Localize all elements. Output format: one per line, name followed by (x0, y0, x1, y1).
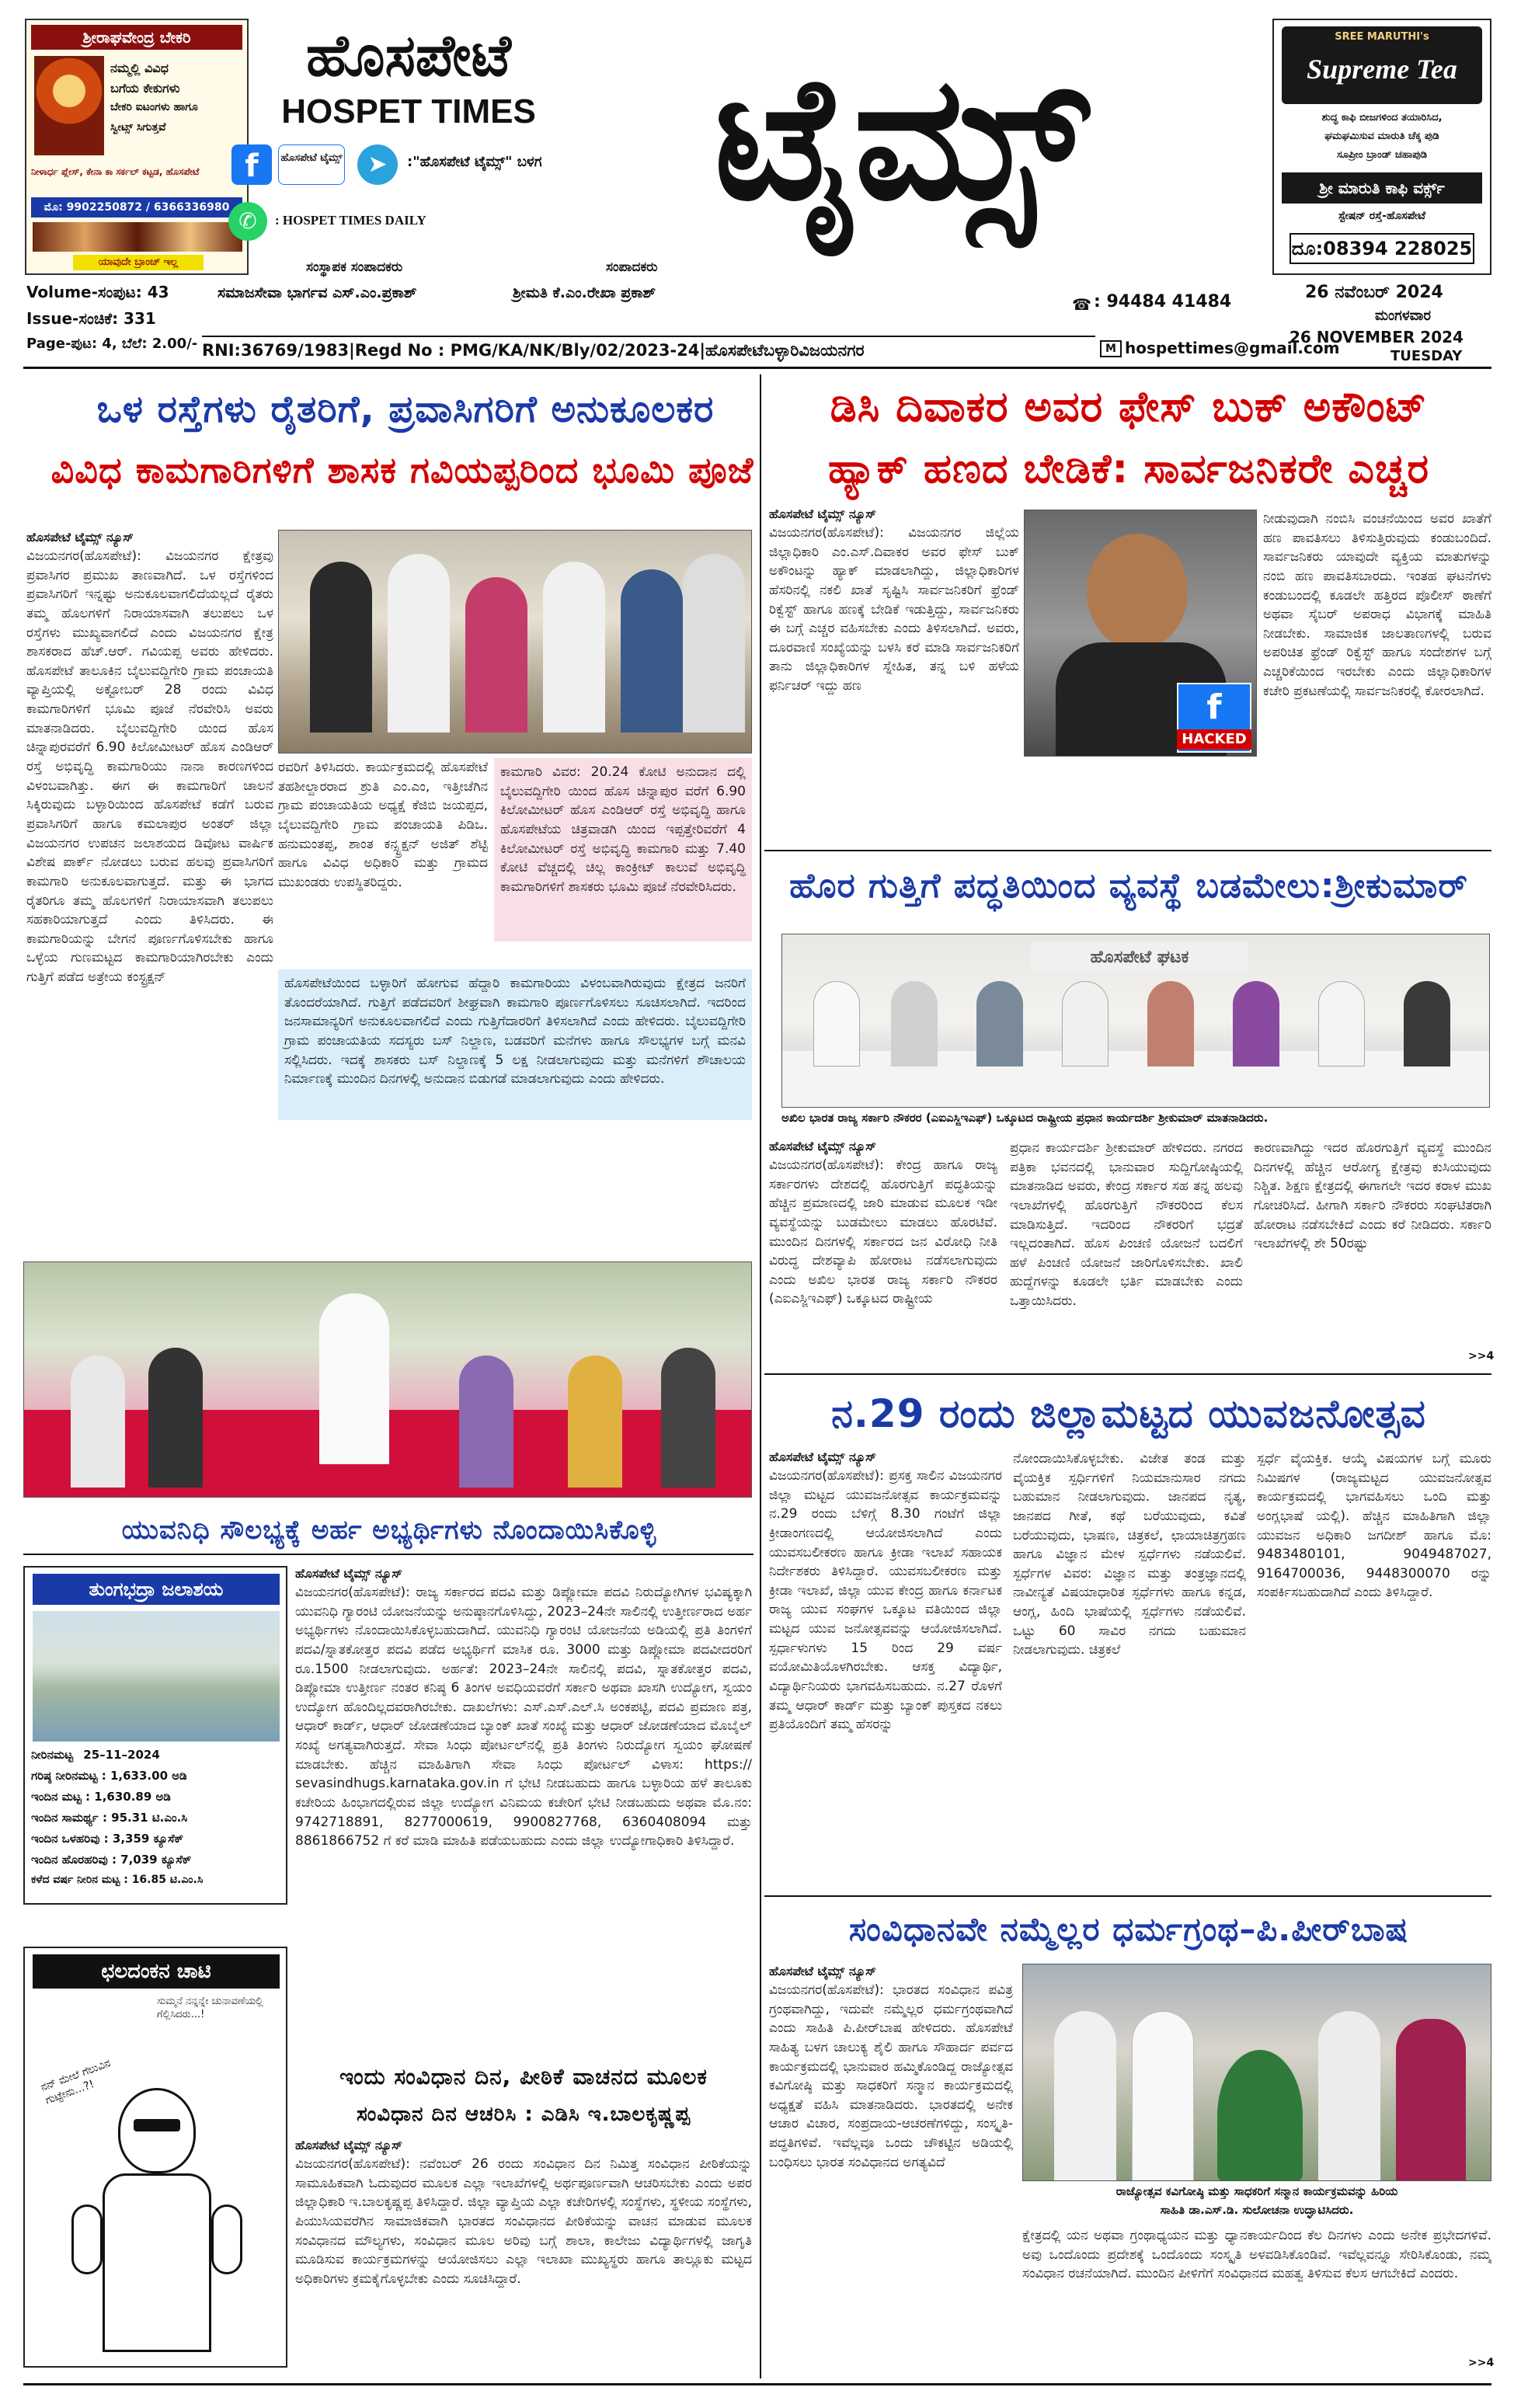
pages: Page-ಪುಟ: 4, ಬೆಲೆ: 2.00/- (26, 336, 198, 352)
story-2-body-col-1: ವಿಜಯನಗರ(ಹೊಸಪೇಟೆ): ವಿಜಯನಗರ ಜಿಲ್ಲೆಯ ಜಿಲ್ಲಾಧಿಕಾರಿ ಎಂ.ಎಸ್.ದಿವಾಕರ ಅವರ ಫೇಸ್ ಬುಕ್ ಅಕೌಂಟನ್ನು ಹ್ಯಾಕ್ ಮಾಡಲಾಗಿದ್ದು, ಜಿಲ್ಲಾಧಿಕಾರಿಗಳ ಹೆಸರಿನಲ್ಲಿ ನಕಲಿ ಖಾತೆ ಸೃಷ್ಟಿಸಿ ಸಾರ್ವಜನಿಕರಿಗೆ ಫ್ರೆಂಡ್ ರಿಕ್ವೆಸ್ಟ್ ಹಾಗೂ ಹಣಕ್ಕೆ ಬೇಡಿಕೆ ಇಡುತ್ತಿದ್ದು, ಸಾರ್ವಜನಿಕರು ಈ ಬಗ್ಗೆ ಎಚ್ಚರ ವಹಿಸಬೇಕು ಎಂದು ತಿಳಿಸಲಾಗಿದೆ. ಅವರು, ದೂರವಾಣಿ ಸಂಖ್ಯೆಯನ್ನು ಬಳಸಿ ಕರೆ ಮಾಡಿ ಸಾರ್ವಜನಿಕರಿಗೆ ತಾನು ಜಿಲ್ಲಾಧಿಕಾರಿಗಳ ಸ್ನೇಹಿತ, ತನ್ನ ಬಳಿ ಹಳೆಯ ಫರ್ನಿಚರ್ ಇದ್ದು ಹಣ (769, 525, 1019, 694)
editor-label: ಸಂಪಾದಕರು (606, 259, 658, 275)
dam-title: ತುಂಗಭದ್ರಾ ಜಲಾಶಯ (33, 1574, 280, 1605)
dam-row-unit: ಕ್ಯೂಸೆಕ್ (161, 1853, 192, 1867)
masthead-title-kannada-big: ಟೈಮ್ಸ್ (714, 39, 1091, 238)
dam-row (31, 1832, 283, 1852)
facebook-icon[interactable]: f (231, 144, 272, 185)
story-7-headline-2: ಸಂವಿಧಾನ ದಿನ ಆಚರಿಸಿ : ಎಡಿಸಿ ಇ.ಬಾಲಕೃಷ್ಣಪ್ಪ (356, 2103, 691, 2126)
story-5-rule (764, 1895, 1491, 1897)
dam-row-unit: ಅಡಿ (155, 1790, 171, 1804)
dam-row-label: ಇಂದಿನ ಸಾಮರ್ಥ್ಯ (31, 1811, 99, 1825)
date-kannada: 26 ನವೆಂಬರ್ 2024 (1305, 283, 1443, 302)
dam-row (31, 1811, 283, 1831)
email-icon: M (1100, 340, 1122, 357)
dam-row-value: : 95.31 (102, 1811, 148, 1825)
masthead-divider (23, 367, 1491, 369)
story-5-body-col-1: ವಿಜಯನಗರ(ಹೊಸಪೇಟೆ): ಭಾರತದ ಸಂವಿಧಾನ ಪವಿತ್ರ ಗ್ರಂಥವಾಗಿದ್ದು, ಇದುವೇ ನಮ್ಮೆಲ್ಲರ ಧರ್ಮಗ್ರಂಥವಾಗಿದೆ ಎಂದು ಸಾಹಿತಿ ಪಿ.ಪೀರ್‌ಬಾಷ ಹೇಳಿದರು. ಹೊಸಪೇಟೆ ಸಾಹಿತ್ಯ ಬಳಗ ಚಾಲುಕ್ಯ ಶೈಲಿ ಹಾಗೂ ಸೌಹಾರ್ದ ಪರ್ವದ ಕಾರ್ಯಕ್ರಮದಲ್ಲಿ ಭಾನುವಾರ ಹಮ್ಮಿಕೊಂಡಿದ್ದ ರಾಜ್ಯೋತ್ಸವ ಕವಿಗೋಷ್ಠಿ ಮತ್ತು ಸಾಧಕರಿಗೆ ಸನ್ಮಾನ ಕಾರ್ಯಕ್ರಮದಲ್ಲಿ ಅಧ್ಯಕ್ಷತೆ ವಹಿಸಿ ಮಾತನಾಡಿದರು. ಭಾರತದಲ್ಲಿ ಅನೇಕ ಆಚಾರ ವಿಚಾರ, ಸಂಪ್ರದಾಯ-ಆಚರಣೆಗಳಿದ್ದು, ಸಂಸ್ಕೃತಿ-ಪದ್ಧತಿಗಳಿವೆ. ಇವೆಲ್ಲವೂ ಒಂದು ಚೌಕಟ್ಟಿನ ಅಡಿಯಲ್ಲಿ ಬಂಧಿಸಲು ಭಾರತ ಸಂವಿಧಾನದ ಅಗತ್ಯವಿದೆ (769, 1982, 1013, 2170)
bakery-ad (25, 19, 249, 275)
whatsapp-icon[interactable]: ✆ (228, 202, 267, 241)
tea-ad-address: ಸ್ಟೇಷನ್ ರಸ್ತೆ-ಹೊಸಪೇಟೆ (1338, 210, 1426, 222)
story-4-body-col-1: ವಿಜಯನಗರ(ಹೊಸಪೇಟೆ): ಪ್ರಸಕ್ತ ಸಾಲಿನ ವಿಜಯನಗರ ಜಿಲ್ಲಾ ಮಟ್ಟದ ಯುವಜನೋತ್ಸವ ಕಾರ್ಯಕ್ರಮವನ್ನು ನ.29 ರಂದು ಬೆಳಿಗ್ಗೆ 8.30 ಗಂಟೆಗೆ ಜಿಲ್ಲಾ ಕ್ರೀಡಾಂಗಣದಲ್ಲಿ ಆಯೋಜಿಸಲಾಗಿದೆ ಎಂದು ಯುವಸಬಲೀಕರಣ ಹಾಗೂ ಕ್ರೀಡಾ ಇಲಾಖೆ ಸಹಾಯಕ ನಿರ್ದೇಶಕರು ತಿಳಿಸಿದ್ದಾರೆ. ಯುವಸಬಲೀಕರಣ ಮತ್ತು ಕ್ರೀಡಾ ಇಲಾಖೆ, ಜಿಲ್ಲಾ ಯುವ ಕೇಂದ್ರ ಹಾಗೂ ಕರ್ನಾಟಕ ರಾಜ್ಯ ಯುವ ಸಂಘಗಳ ಒಕ್ಕೂಟ ವತಿಯಿಂದ ಜಿಲ್ಲಾ ಮಟ್ಟದ ಯುವ ಜನೋತ್ಸವವನ್ನು ಆಯೋಜಿಸಲಾಗಿದೆ. ಸ್ಪರ್ಧಾಳುಗಳು 15 ರಿಂದ 29 ವರ್ಷ ವಯೋಮಿತಿಯೊಳಗಿರಬೇಕು. ಆಸಕ್ತ ವಿದ್ಯಾರ್ಥಿ, ವಿದ್ಯಾರ್ಥಿನಿಯರು ಭಾಗವಹಿಸಬಹುದು. ನ.27 ರೊಳಗೆ ತಮ್ಮ ಆಧಾರ್ ಕಾರ್ಡ್ ಮತ್ತು ಬ್ಯಾಂಕ್ ಪುಸ್ತಕದ ನಕಲು ಪ್ರತಿಯೊಂದಿಗೆ ತಮ್ಮ ಹೆಸರನ್ನು (769, 1468, 1002, 1733)
telegram-group-label[interactable]: :"ಹೊಸಪೇಟೆ ಟೈಮ್ಸ್" ಬಳಗ (407, 154, 542, 170)
editor-name: ಶ್ರೀಮತಿ ಕೆ.ಎಂ.ರೇಖಾ ಪ್ರಕಾಶ್ (513, 284, 656, 301)
bakery-ad-line1: ನಮ್ಮಲ್ಲಿ ವಿವಿಧ (110, 61, 169, 75)
day-kannada: ಮಂಗಳವಾರ (1375, 308, 1432, 324)
story-1-photo (278, 530, 752, 753)
center-column-rule (760, 374, 761, 2378)
story-1-pink-box: ಕಾಮಗಾರಿ ವಿವರ: 20.24 ಕೋಟಿ ಅನುದಾನ ದಲ್ಲಿ ಬೈಲುವದ್ದಿಗೇರಿ ಯಿಂದ ಹೊಸ ಚಿನ್ನಾಪುರ ವರೆಗೆ 6.90 ಕಿಲೋಮೀಟರ್ ಹೊಸ ಎಂಡಿಆರ್ ರಸ್ತೆ ಅಭಿವೃದ್ಧಿ ಹಾಗೂ ಹೊಸಪೇಟೆಯ ಚಿತ್ರವಾಡಗಿ ಯಿಂದ ಇಪ್ಪತ್ತೇರಿವರೆಗೆ 4 ಕಿಲೋಮೀಟರ್ ರಸ್ತೆ ಅಭಿವೃದ್ಧಿ ಕಾಮಗಾರಿ ಮತ್ತು 7.40 ಕೋಟಿ ವೆಚ್ಚದಲ್ಲಿ ಚಿಲ್ಲ ಕಾಂಕ್ರೀಟ್ ಕಾಲುವೆ ಅಭಿವೃದ್ಧಿ ಕಾಮಗಾರಿಗಳಿಗೆ ಶಾಸಕರು ಭೂಮಿ ಪೂಜೆ ನೆರವೇರಿಸಿದರು. (494, 758, 752, 941)
dam-row-value: : 16.85 (124, 1874, 166, 1886)
dam-row-value: : 3,359 (103, 1832, 150, 1846)
dam-row (31, 1874, 283, 1894)
story-4-headline: ನ.29 ರಂದು ಜಿಲ್ಲಾಮಟ್ಟದ ಯುವಜನೋತ್ಸವ (831, 1391, 1426, 1436)
date-english: 26 NOVEMBER 2024 (1290, 328, 1464, 346)
dam-row-value: 25–11–2024 (83, 1748, 160, 1762)
registration-bar: RNI:36769/1983|Regd No : PMG/KA/NK/Bly/02/2023-24|ಹೊಸಪೇಟೆಬಳ್ಳಾರಿವಿಜಯನಗರ (202, 336, 1095, 362)
story-1-body-col-2: ರವರಿಗೆ ತಿಳಿಸಿದರು. ಕಾರ್ಯಕ್ರಮದಲ್ಲಿ ಹೊಸಪೇಟೆ ತಹಶೀಲ್ದಾರರಾದ ಶ್ರುತಿ ಎಂ.ಎಂ, ಇತ್ತೀಚೆಗಿನ ಗ್ರಾಮ ಪಂಚಾಯತಿಯ ಅಧ್ಯಕ್ಷೆ ಕೆಜಿಬಿ ಜಯಪ್ಪದ, ಬೈಲುವದ್ದಿಗೇರಿ ಗ್ರಾಮ ಪಂಚಾಯತಿ ಪಿಡಿಒ. ಹನುಮಂತಪ್ಪ, ಶಾಂತ ಕನ್ಸ್ಟ್ರಕ್ಷನ್ ಅಜಿತ್ ಶೆಟ್ಟಿ ಹಾಗೂ ವಿವಿಧ ಅಧಿಕಾರಿ ಮತ್ತು ಗ್ರಾಮದ ಮುಖಂಡರು ಉಪಸ್ಥಿತರಿದ್ದರು. (278, 760, 488, 890)
cartoon-speech-1: ನನ್ ಮೇಲೆ ಗೆಲುವಿನ ಗುಟ್ಟೇನು...?! (39, 2057, 113, 2107)
bakery-ad-deity-image (34, 56, 104, 155)
story-3-body-col-3: ಕಾರಣವಾಗಿದ್ದು ಇದರ ಹೊರಗುತ್ತಿಗೆ ವ್ಯವಸ್ಥೆ ಮುಂದಿನ ದಿನಗಳಲ್ಲಿ ಹೆಚ್ಚಿನ ಆರೋಗ್ಯ ಕ್ಷೇತ್ರವು ಕುಸಿಯುವುದು ನಿಶ್ಚಿತ. ಶಿಕ್ಷಣ ಕ್ಷೇತ್ರದಲ್ಲಿ ಈಗಾಗಲೇ ಇದರ ಕರಾಳ ಮುಖ ಗೋಚರಿಸಿದೆ. ಹೀಗಾಗಿ ಸರ್ಕಾರಿ ನೌಕರರು ಸಂಘಟಿತರಾಗಿ ಹೋರಾಟ ನಡೆಸಬೇಕಿದೆ ಎಂದು ಕರೆ ನೀಡಿದರು. ಸರ್ಕಾರಿ ಇಲಾಖೆಗಳಲ್ಲಿ ಶೇ 50ರಷ್ಟು (1254, 1140, 1491, 1252)
bakery-ad-line2: ಬಗೆಯ ಕೇಕುಗಳು (110, 81, 180, 96)
story-6-headline: ಯುವನಿಧಿ ಸೌಲಭ್ಯಕ್ಕೆ ಅರ್ಹ ಅಭ್ಯರ್ಥಿಗಳು ನೊಂದಾಯಿಸಿಕೊಳ್ಳಿ (121, 1515, 657, 1546)
dam-row-label: ಕಳೆದ ವರ್ಷ ನೀರಿನ ಮಟ್ಟ (31, 1874, 120, 1886)
phone-number: : 94484 41484 (1094, 292, 1232, 311)
day-english: TUESDAY (1390, 348, 1463, 364)
tea-ad-line3: ಸೂಪ್ರೀಂ ಬ್ರಾಂಡ್ ಚಹಾಪುಡಿ (1336, 149, 1428, 161)
whatsapp-label[interactable]: : HOSPET TIMES DAILY (275, 213, 426, 228)
story-3-rule (764, 850, 1491, 851)
footer-rule (23, 2383, 1491, 2385)
story-4-rule (764, 1373, 1491, 1375)
story-2-headline-2: ಹ್ಯಾಕ್ ಹಣದ ಬೇಡಿಕೆ: ಸಾರ್ವಜನಿಕರೇ ಎಚ್ಚರ (828, 446, 1429, 492)
issue: Issue-ಸಂಚಿಕೆ: 331 (26, 309, 156, 328)
masthead-title-kannada-small: ಹೊಸಪೇಟೆ (306, 23, 511, 89)
dam-row-label: ಇಂದಿನ ಹೊರಹರಿವು (31, 1853, 108, 1867)
tea-ad-phone: ದೂ:08394 228025 (1290, 233, 1474, 264)
dam-row-unit: ಅಡಿ (172, 1769, 187, 1783)
story-2-body-col-2: ನೀಡುವುದಾಗಿ ನಂಬಿಸಿ ವಂಚನೆಯಿಂದ ಅವರ ಖಾತೆಗೆ ಹಣ ಪಾವತಿಸಲು ತಿಳಿಸುತ್ತಿರುವುದು ಕಂಡುಬಂದಿದೆ. ಸಾರ್ವಜನಿಕರು ಯಾವುದೇ ವ್ಯಕ್ತಿಯ ಮಾತುಗಳನ್ನು ನಂಬಿ ಹಣ ಪಾವತಿಸಬಾರದು. ಇಂತಹ ಘಟನೆಗಳು ಕಂಡುಬಂದಲ್ಲಿ ಕೂಡಲೇ ಹತ್ತಿರದ ಪೊಲೀಸ್ ಠಾಣೆಗೆ ಅಥವಾ ಸೈಬರ್ ಅಪರಾಧ ವಿಭಾಗಕ್ಕೆ ಮಾಹಿತಿ ನೀಡಬೇಕು. ಸಾಮಾಜಿಕ ಜಾಲತಾಣಗಳಲ್ಲಿ ಬರುವ ಅಪರಿಚಿತ ಫ್ರೆಂಡ್ ರಿಕ್ವೆಸ್ಟ್ ಹಾಗೂ ಸಂದೇಶಗಳ ಬಗ್ಗೆ ಎಚ್ಚರಿಕೆಯಿಂದ ಇರಬೇಕು ಎಂದು ಜಿಲ್ಲಾಧಿಕಾರಿಗಳ ಕಚೇರಿ ಪ್ರಕಟಣೆಯಲ್ಲಿ ಸಾರ್ವಜನಿಕರಲ್ಲಿ ಕೋರಲಾಗಿದೆ. (1263, 511, 1491, 699)
dam-row-value: : 1,633.00 (101, 1769, 169, 1783)
story-6-body: ವಿಜಯನಗರ(ಹೊಸಪೇಟೆ): ರಾಜ್ಯ ಸರ್ಕಾರದ ಪದವಿ ಮತ್ತು ಡಿಪ್ಲೋಮಾ ಪದವಿ ನಿರುದ್ಯೋಗಿಗಳ ಭವಿಷ್ಯಕ್ಕಾಗಿ ಯುವನಿಧಿ ಗ್ಯಾರಂಟಿ ಯೋಜನೆಯನ್ನು ಅನುಷ್ಠಾನಗೊಳಿಸಿದ್ದು, 2023–24ನೇ ಸಾಲಿನಲ್ಲಿ ಉತ್ತೀರ್ಣರಾದ ಅರ್ಹ ಅಭ್ಯರ್ಥಿಗಳು ನೊಂದಾಯಿಸಿಕೊಳ್ಳಬಹುದಾಗಿದೆ. ಯುವನಿಧಿ ಗ್ಯಾರಂಟಿ ಯೋಜನೆಯ ಅಡಿಯಲ್ಲಿ ಪ್ರತಿ ತಿಂಗಳಿಗೆ ಪದವಿ/ಸ್ನಾತಕೋತ್ತರ ಪದವಿ ಪಡೆದ ಅಭ್ಯರ್ಥಿಗೆ ಮಾಸಿಕ ರೂ. 3000 ಮತ್ತು ಡಿಪ್ಲೋಮಾ ಪದವೀದರರಿಗೆ ರೂ.1500 ನೀಡಲಾಗುವುದು. ಅರ್ಹತೆ: 2023–24ನೇ ಸಾಲಿನಲ್ಲಿ ಪದವಿ, ಸ್ನಾತಕೋತ್ತರ ಪದವಿ, ಡಿಪ್ಲೋಮಾ ಉತ್ತೀರ್ಣ ನಂತರ ಕನಿಷ್ಠ 6 ತಿಂಗಳ ಅವಧಿಯವರೆಗೆ ಸರ್ಕಾರಿ ಅಥವಾ ಖಾಸಗಿ ಉದ್ಯೋಗ, ಸ್ವಯಂ ಉದ್ಯೋಗ ಹೊಂದಿಲ್ಲದವರಾಗಿರಬೇಕು. ದಾಖಲೆಗಳು: ಎಸ್.ಎಸ್.ಎಲ್.ಸಿ ಅಂಕಪಟ್ಟಿ, ಪದವಿ ಪ್ರಮಾಣ ಪತ್ರ, ಆಧಾರ್ ಕಾರ್ಡ್, ಆಧಾರ್ ಜೋಡಣೆಯಾದ ಬ್ಯಾಂಕ್ ಖಾತೆ ಸಂಖ್ಯೆ ಮತ್ತು ಆಧಾರ್ ಜೋಡಣೆಯಾದ ಮೊಬೈಲ್ ಸಂಖ್ಯೆ ಅಗತ್ಯವಾಗಿರುತ್ತದೆ. ಸೇವಾ ಸಿಂಧು ಪೋರ್ಟಲ್‌ನಲ್ಲಿ ಪ್ರತಿ ತಿಂಗಳು ನಿರುದ್ಯೋಗ ಸ್ವಯಂ ಘೋಷಣೆ ಮಾಡಬೇಕು. ಹೆಚ್ಚಿನ ಮಾಹಿತಿಗಾಗಿ ಸೇವಾ ಸಿಂಧು ಪೋರ್ಟಲ್ ವಿಳಾಸ: https:// sevasindhugs.karnataka.gov.in ಗೆ ಭೇಟಿ ನೀಡಬಹುದು ಹಾಗೂ ಬಳ್ಳಾರಿಯ ಹಳೆ ತಾಲೂಕು ಕಚೇರಿಯ ಹಿಂಭಾಗದಲ್ಲಿರುವ ಜಿಲ್ಲಾ ಉದ್ಯೋಗ ವಿನಿಮಯ ಕಚೇರಿಗೆ ಭೇಟಿ ನೀಡಬಹುದು ಅಥವಾ ಮೊ.ನಂ: 9742718891, 8277000619, 9900827768, 6360408094 ಮತ್ತು 8861866752 ಗೆ ಕರೆ ಮಾಡಿ ಮಾಹಿತಿ ಪಡೆಯಬಹುದು ಎಂದು ಜಿಲ್ಲಾ ಉದ್ಯೋಗಾಧಿಕಾರಿ ತಿಳಿಸಿದ್ದಾರೆ. (295, 1585, 752, 1849)
dam-box (23, 1566, 287, 1905)
story-1-byline: ಹೊಸಪೇಟೆ ಟೈಮ್ಸ್ ನ್ಯೂಸ್ (26, 530, 134, 545)
telegram-icon[interactable]: ➤ (357, 144, 398, 185)
masthead-title-english: HOSPET TIMES (281, 92, 536, 130)
dam-row-unit: ಟಿ.ಎಂ.ಸಿ (169, 1874, 204, 1886)
phone-icon: ☎ (1072, 295, 1091, 314)
bakery-ad-phone: ಮೊ: 9902250872 / 6366336980 (31, 197, 242, 217)
story-4-body-col-3: ಸ್ಪರ್ಧೆ ವೈಯಕ್ತಿಕ. ಆಯ್ಕೆ ವಿಷಯಗಳ ಬಗ್ಗೆ ಮೂರು ನಿಮಿಷಗಳ (ರಾಜ್ಯಮಟ್ಟದ ಯುವಜನೋತ್ಸವ ಕಾರ್ಯಕ್ರಮದಲ್ಲಿ ಭಾಗವಹಿಸಲು ಒಂದಿ ಮತ್ತು ಅಂಗ್ಲಭಾಷೆ ಯಲ್ಲಿ). ಹೆಚ್ಚಿನ ಮಾಹಿತಿಗಾಗಿ ಜಿಲ್ಲಾ ಯುವಜನ ಅಧಿಕಾರಿ ಜಗದೀಶ್ ಹಾಗೂ ಮೊ: 9483480101, 9049487027, 9164700036, 9448300070 ರನ್ನು ಸಂಪರ್ಕಿಸಬಹುದಾಗಿದೆ ಎಂದು ತಿಳಿಸಿದ್ದಾರೆ. (1257, 1451, 1491, 1601)
tea-ad (1272, 19, 1491, 275)
hacked-badge: f (1177, 683, 1251, 753)
story-6-rule (23, 1554, 754, 1555)
founder-name: ಸಮಾಜಸೇವಾ ಭಾರ್ಗವ ಎಸ್.ಎಂ.ಪ್ರಕಾಶ್ (218, 284, 417, 301)
story-1-headline-1: ಒಳ ರಸ್ತೆಗಳು ರೈತರಿಗೆ, ಪ್ರವಾಸಿಗರಿಗೆ ಅನುಕೂಲಕರ (96, 388, 715, 431)
story-5-headline: ಸಂವಿಧಾನವೇ ನಮ್ಮೆಲ್ಲರ ಧರ್ಮಗ್ರಂಥ–ಪಿ.ಪೀರ್‌ಬಾಷ (848, 1910, 1409, 1948)
story-5-byline: ಹೊಸಪೇಟೆ ಟೈಮ್ಸ್ ನ್ಯೂಸ್ (769, 1964, 876, 1978)
story-1-photo-2 (23, 1261, 752, 1498)
dam-row-unit: ಟಿ.ಎಂ.ಸಿ (151, 1811, 188, 1825)
story-7-byline: ಹೊಸಪೇಟೆ ಟೈಮ್ಸ್ ನ್ಯೂಸ್ (295, 2138, 402, 2152)
dam-row (31, 1769, 283, 1789)
dam-row-label: ಇಂದಿನ ಮಟ್ಟ (31, 1790, 82, 1804)
volume: Volume-ಸಂಪುಟ: 43 (26, 283, 169, 301)
tea-ad-brand-small: SREE MARUTHI's (1335, 31, 1429, 43)
facebook-page-label[interactable]: ಹೊಸಪೇಟೆ ಟೈಮ್ಸ್ (278, 144, 345, 185)
dam-photo (33, 1611, 280, 1742)
hacked-badge-label: HACKED (1177, 729, 1251, 750)
dam-row-label: ನೀರಿನಮಟ್ಟ (31, 1748, 74, 1762)
story-3-byline: ಹೊಸಪೇಟೆ ಟೈಮ್ಸ್ ನ್ಯೂಸ್ (769, 1139, 876, 1154)
tea-ad-line1: ಶುದ್ಧ ಕಾಫಿ ಬೀಜಗಳಿಂದ ತಯಾರಿಸಿದ, (1321, 112, 1443, 124)
story-5-caption-line-1: ರಾಜ್ಯೋತ್ಸವ ಕವಿಗೋಷ್ಠಿ ಮತ್ತು ಸಾಧಕರಿಗೆ ಸನ್ಮಾನ ಕಾರ್ಯಕ್ರಮವನ್ನು ಹಿರಿಯ (1115, 2184, 1398, 2198)
dam-table (31, 1748, 283, 1900)
bakery-ad-footer: ಯಾವುದೇ ಬ್ರಾಂಚ್ ಇಲ್ಲ (73, 255, 204, 270)
story-5-caption-line-2: ಸಾಹಿತಿ ಡಾ.ಎಸ್.ಡಿ. ಸುಲೋಚನಾ ಉದ್ಘಾಟಿಸಿದರು. (1160, 2203, 1354, 2217)
story-1-headline-2: ವಿವಿಧ ಕಾಮಗಾರಿಗಳಿಗೆ ಶಾಸಕ ಗವಿಯಪ್ಪರಿಂದ ಭೂಮಿ ಪೂಜೆ (50, 449, 754, 491)
founder-label: ಸಂಸ್ಥಾಪಕ ಸಂಪಾದಕರು (306, 259, 403, 275)
dam-row-value: : 1,630.89 (85, 1790, 152, 1804)
story-5-photo (1022, 1964, 1491, 2181)
dam-row (31, 1853, 283, 1873)
story-2-headline-1: ಡಿಸಿ ದಿವಾಕರ ಅವರ ಫೇಸ್ ಬುಕ್ ಅಕೌಂಟ್ (830, 382, 1428, 431)
story-3-banner: ಹೊಸಪೇಟೆ ಘಟಕ (1031, 942, 1248, 973)
story-2-byline: ಹೊಸಪೇಟೆ ಟೈಮ್ಸ್ ನ್ಯೂಸ್ (769, 506, 876, 521)
dam-row-unit: ಕ್ಯೂಸೆಕ್ (153, 1832, 184, 1846)
story-7-headline-1: ಇಂದು ಸಂವಿಧಾನ ದಿನ, ಪೀಠಿಕೆ ವಾಚನದ ಮೂಲಕ (339, 2064, 708, 2090)
email[interactable]: hospettimes@gmail.com (1125, 339, 1340, 357)
story-3-headline: ಹೊರ ಗುತ್ತಿಗೆ ಪದ್ಧತಿಯಿಂದ ವ್ಯವಸ್ಥೆ ಬಡಮೇಲು:ಶ್ರೀಕುಮಾರ್ (789, 866, 1468, 906)
dam-row-label: ಗರಿಷ್ಠ ನೀರಿನಮಟ್ಟ (31, 1769, 98, 1783)
cartoon-box (23, 1947, 287, 2368)
story-4-body-col-2: ನೋಂದಾಯಿಸಿಕೊಳ್ಳಬೇಕು. ವಿಜೇತ ತಂಡ ಮತ್ತು ವೈಯಕ್ತಿಕ ಸ್ಪರ್ಧಿಗಳಿಗೆ ನಿಯಮಾನುಸಾರ ನಗದು ಬಹುಮಾನ ನೀಡಲಾಗುವುದು. ಜಾನಪದ ನೃತ್ಯ, ಜಾನಪದ ಗೀತೆ, ಕಥೆ ಬರೆಯುವುದು, ಕವಿತೆ ಬರೆಯುವುದು, ಭಾಷಣ, ಚಿತ್ರಕಲೆ, ಛಾಯಾಚಿತ್ರಗ್ರಹಣ ಹಾಗೂ ವಿಜ್ಞಾನ ಮೇಳ ಸ್ಪರ್ಧೆಗಳು ನಡೆಯಲಿವೆ. ಸ್ಪರ್ಧೆಗಳ ವಿವರ: ವಿಜ್ಞಾನ ಮತ್ತು ತಂತ್ರಜ್ಞಾನದಲ್ಲಿ ನಾವೀನ್ಯತೆ ವಿಷಯಾಧಾರಿತ ಸ್ಪರ್ಧೆಗಳು ಹಾಗೂ ಕನ್ನಡ, ಆಂಗ್ಲ, ಹಿಂದಿ ಭಾಷೆಯಲ್ಲಿ ಸ್ಪರ್ಧೆಗಳು ನಡೆಯಲಿವೆ. ಒಟ್ಟು 60 ಸಾವಿರ ನಗದು ಬಹುಮಾನ ನೀಡಲಾಗುವುದು. ಚಿತ್ರಕಲೆ (1013, 1451, 1246, 1658)
tea-ad-line2: ಘಮಘಮಿಸುವ ಮಾರುತಿ ಚೆಕ್ಕ ಪುಡಿ (1324, 130, 1439, 142)
story-7-body: ವಿಜಯನಗರ(ಹೊಸಪೇಟೆ): ನವೆಂಬರ್ 26 ರಂದು ಸಂವಿಧಾನ ದಿನ ನಿಮಿತ್ತ ಸಂವಿಧಾನ ಪೀಠಿಕೆಯನ್ನು ಸಾಮೂಹಿಕವಾಗಿ ಓದುವುದರ ಮೂಲಕ ಎಲ್ಲಾ ಇಲಾಖೆಗಳಲ್ಲಿ ಅರ್ಥಪೂರ್ಣವಾಗಿ ಆಚರಿಸಬೇಕು ಎಂದು ಅಪರ ಜಿಲ್ಲಾಧಿಕಾರಿ ಇ.ಬಾಲಕೃಷ್ಣಪ್ಪ ತಿಳಿಸಿದ್ದಾರೆ. ಜಿಲ್ಲಾ ವ್ಯಾಪ್ತಿಯ ಎಲ್ಲಾ ಕಚೇರಿಗಳಲ್ಲಿ ಸಂಸ್ಥೆಗಳು, ಸ್ಥಳೀಯ ಸಂಸ್ಥೆಗಳು, ಪಿಯುಸಿಯವರೆಗಿನ ಸಾಮಾಜಿಕವಾಗಿ ಭಾರತದ ಸಂವಿಧಾನದ ಪೀಠಿಕೆಯನ್ನು ವಾಚನ ಮಾಡುವ ಮೂಲಕ ಸಂವಿಧಾನದ ಮೌಲ್ಯಗಳು, ಸಂವಿಧಾನ ಮೂಲ ಅರಿವು ಬಗ್ಗೆ ಶಾಲಾ, ಕಾಲೇಜು ವಿದ್ಯಾರ್ಥಿಗಳಲ್ಲಿ ಜಾಗೃತಿ ಮೂಡಿಸುವ ಕಾರ್ಯಕ್ರಮಗಳನ್ನು ಆಯೋಜಿಸಲು ಎಲ್ಲಾ ಇಲಾಖಾ ಮುಖ್ಯಸ್ಥರು ಹಾಗೂ ತಾಲ್ಲೂಕು ಮಟ್ಟದ ಅಧಿಕಾರಿಗಳು ಕ್ರಮಕೈಗೊಳ್ಳಬೇಕು ಎಂದು ಸೂಚಿಸಿದ್ದಾರೆ. (295, 2156, 752, 2287)
bakery-ad-address: ನೀಳಾರ್ಧ ಪ್ಲೇಸ್, ಕೇನಾ ಕಾ ಸರ್ಕಲ್ ಕಟ್ಟಡ, ಹೊಸಪೇಟೆ (31, 166, 200, 177)
story-2-photo (1024, 510, 1257, 757)
masthead (0, 0, 1514, 371)
bakery-ad-cakes-image (33, 222, 242, 252)
story-5-continued: >>4 (1468, 2357, 1495, 2369)
story-4-byline: ಹೊಸಪೇಟೆ ಟೈಮ್ಸ್ ನ್ಯೂಸ್ (769, 1449, 876, 1464)
story-3-body-col-1: ವಿಜಯನಗರ(ಹೊಸಪೇಟೆ): ಕೇಂದ್ರ ಹಾಗೂ ರಾಜ್ಯ ಸರ್ಕಾರಗಳು ದೇಶದಲ್ಲಿ ಹೊರಗುತ್ತಿಗೆ ಪದ್ಧತಿಯನ್ನು ಹೆಚ್ಚಿನ ಪ್ರಮಾಣದಲ್ಲಿ ಜಾರಿ ಮಾಡುವ ಮೂಲಕ ಇಡೀ ವ್ಯವಸ್ಥೆಯನ್ನು ಬುಡಮೇಲು ಮಾಡಲು ಹೊರಟಿವೆ. ಮುಂದಿನ ದಿನಗಳಲ್ಲಿ ಸರ್ಕಾರದ ಜನ ವಿರೋಧಿ ನೀತಿ ವಿರುದ್ಧ ದೇಶವ್ಯಾಪಿ ಹೋರಾಟ ನಡೆಸಲಾಗುವುದು ಎಂದು ಅಖಿಲ ಭಾರತ ರಾಜ್ಯ ಸರ್ಕಾರಿ ನೌಕರರ (ಎಐಎಸ್ಜಿಇಎಫ್) ಒಕ್ಕೂಟದ ರಾಷ್ಟ್ರೀಯ (769, 1157, 997, 1307)
bakery-ad-line3: ಬೇಕರಿ ಐಟಂಗಳು ಹಾಗೂ (110, 101, 198, 113)
story-5-body-col-2: ಕ್ಷೇತ್ರದಲ್ಲಿ ಯನ ಅಥವಾ ಗ್ರಂಥಾಧ್ಯಯನ ಮತ್ತು ಧ್ಯಾನಕಾರ್ಯದಿಂದ ಕೆಲ ದಿನಗಳು ಎಂದು ಅನೇಕ ಪ್ರಭೇದಗಳಿವೆ. ಅವು ಒಂದೊಂದು ಪ್ರದೇಶಕ್ಕೆ ಒಂದೊಂದು ಸಂಸ್ಕೃತಿ ಅಳವಡಿಸಿಕೊಂಡಿವೆ. ಇವೆಲ್ಲವನ್ನೂ ಸೇರಿಸಿಕೊಂಡು, ನಮ್ಮ ಸಂವಿಧಾನ ರಚನೆಯಾಗಿದೆ. ಮುಂದಿನ ಪೀಳಿಗೆಗೆ ಸಂವಿಧಾನದ ಮಹತ್ವ ತಿಳಿಸುವ ಕೆಲಸ ಆಗಬೇಕಿದೆ ಎಂದರು. (1022, 2228, 1491, 2282)
cartoon-title: ಛಲದಂಕನ ಚಾಟಿ (33, 1954, 280, 1989)
dam-row-label: ಇಂದಿನ ಒಳಹರಿವು (31, 1832, 100, 1846)
story-6-byline: ಹೊಸಪೇಟೆ ಟೈಮ್ಸ್ ನ್ಯೂಸ್ (295, 1566, 402, 1581)
story-3-caption: ಅಖಿಲ ಭಾರತ ರಾಜ್ಯ ಸರ್ಕಾರಿ ನೌಕರರ (ಎಐಎಸ್ಜಿಇಎಫ್) ಒಕ್ಕೂಟದ ರಾಷ್ಟ್ರೀಯ ಪ್ರಧಾನ ಕಾರ್ಯದರ್ಶಿ ಶ್ರೀಕುಮಾರ್ ಮಾತನಾಡಿದರು. (781, 1111, 1269, 1125)
dam-row (31, 1790, 283, 1810)
bakery-ad-line4: ಸ್ವೀಟ್ಸ್ ಸಿಗುತ್ತವೆ (110, 121, 166, 134)
cartoon-drawing (79, 2088, 235, 2352)
bakery-ad-title: ಶ್ರೀರಾಘವೇಂದ್ರ ಬೇಕರಿ (31, 25, 242, 50)
story-3-body-col-2: ಪ್ರಧಾನ ಕಾರ್ಯದರ್ಶಿ ಶ್ರೀಕುಮಾರ್ ಹೇಳಿದರು. ನಗರದ ಪತ್ರಿಕಾ ಭವನದಲ್ಲಿ ಭಾನುವಾರ ಸುದ್ದಿಗೋಷ್ಠಿಯಲ್ಲಿ ಮಾತನಾಡಿದ ಅವರು, ಕೇಂದ್ರ ಸರ್ಕಾರ ಸಹ ತನ್ನ ಹಲವು ಇಲಾಖೆಗಳಲ್ಲಿ ಹೊರಗುತ್ತಿಗೆ ನೌಕರರಿಂದ ಕೆಲಸ ಮಾಡಿಸುತ್ತಿದೆ. ಇದರಿಂದ ನೌಕರರಿಗೆ ಭದ್ರತೆ ಇಲ್ಲದಂತಾಗಿದೆ. ಹೊಸ ಪಿಂಚಣಿ ಯೋಜನೆ ಬದಲಿಗೆ ಹಳೆ ಪಿಂಚಣಿ ಯೋಜನೆ ಜಾರಿಗೊಳಿಸಬೇಕು. ಖಾಲಿ ಹುದ್ದೆಗಳನ್ನು ಕೂಡಲೇ ಭರ್ತಿ ಮಾಡಬೇಕು ಎಂದು ಒತ್ತಾಯಿಸಿದರು. (1010, 1140, 1243, 1310)
dam-row (31, 1748, 283, 1768)
story-3-continued: >>4 (1468, 1350, 1495, 1362)
tea-ad-brand: Supreme Tea (1307, 54, 1457, 85)
dam-row-value: : 7,039 (111, 1853, 158, 1867)
story-3-photo (781, 934, 1490, 1108)
story-1-body-col-1: ವಿಜಯನಗರ(ಹೊಸಪೇಟೆ): ವಿಜಯನಗರ ಕ್ಷೇತ್ರವು ಪ್ರವಾಸಿಗರ ಪ್ರಮುಖ ತಾಣವಾಗಿದೆ. ಒಳ ರಸ್ತೆಗಳಿಂದ ಪ್ರವಾಸಿಗರಿಗೆ ಇನ್ನಷ್ಟು ಅನುಕೂಲವಾಗಲಿದೆಯಲ್ಲದೆ ರೈತರು ತಮ್ಮ ಹೊಲಗಳಿಗೆ ನಿರಾಯಾಸವಾಗಿ ತಲುಪಲು ಒಳ ರಸ್ತೆಗಳು ಮುಖ್ಯವಾಗಲಿದೆ ಎಂದು ವಿಜಯನಗರ ಕ್ಷೇತ್ರ ಶಾಸಕರಾದ ಹೆಚ್.ಆರ್. ಗವಿಯಪ್ಪ ಅವರು ಹೇಳಿದರು. ಹೊಸಪೇಟೆ ತಾಲೂಕಿನ ಬೈಲುವದ್ದಿಗೇರಿ ಗ್ರಾಮ ಪಂಚಾಯತಿ ವ್ಯಾಪ್ತಿಯಲ್ಲಿ ಅಕ್ಟೋಬರ್ 28 ರಂದು ವಿವಿಧ ಕಾಮಗಾರಿಗಳಿಗೆ ಭೂಮಿ ಪೂಜೆ ನೆರವೇರಿಸಿ ಅವರು ಮಾತನಾಡಿದರು. ಬೈಲುವದ್ದಿಗೇರಿ ಯಿಂದ ಹೊಸ ಚಿನ್ನಾಪುರವರೆಗೆ 6.90 ಕಿಲೋಮೀಟರ್ ಹೊಸ ಎಂಡಿಆರ್ ರಸ್ತೆ ಅಭಿವೃದ್ಧಿ ಕಾಮಗಾರಿಯು ನಾನಾ ಕಾರಣಗಳಿಂದ ವಿಳಂಬವಾಗಿತ್ತು. ಈಗ ಈ ಕಾಮಗಾರಿಗೆ ಚಾಲನೆ ಸಿಕ್ಕಿರುವುದು ಬಳ್ಳಾರಿಯಿಂದ ಹೊಸಪೇಟೆ ಕಡೆಗೆ ಬರುವ ಪ್ರವಾಸಿಗರಿಗೆ ಹಾಗೂ ಕಮಲಾಪುರ ಅಂತರ್ ಜಿಲ್ಲಾ ವಿಜಯನಗರ ಉಪಚನ ಜಲಾಶಯದ ಡಿವೋಟ ವಾರ್ಷಿಕ ವಿಶೇಷ ಪಾರ್ಕ್ ನೋಡಲು ಬರುವ ಹಲವು ಪ್ರವಾಸಿಗರಿಗೆ ಕಾಮಗಾರಿ ಅನುಕೂಲವಾಗುತ್ತದೆ. ಮತ್ತು ಈ ಭಾಗದ ರೈತರಿಗೂ ತಮ್ಮ ಹೊಲಗಳಿಗೆ ನಿರಾಯಾಸವಾಗಿ ತಲುಪಲು ಸಹಕಾರಿಯಾಗುತ್ತದೆ ಎಂದು ತಿಳಿಸಿದರು. ಈ ಕಾಮಗಾರಿಯನ್ನು ಬೇಗನೆ ಪೂರ್ಣಗೊಳಿಸಬೇಕು ಹಾಗೂ ಒಳ್ಳೆಯ ಗುಣಮಟ್ಟದ ಕಾಮಗಾರಿಯಾಗಿರಬೇಕು ಎಂದು ಗುತ್ತಿಗೆ ಪಡೆದ ಅತ್ರೇಯ ಕಂಸ್ಟ್ರಕ್ಷನ್ (26, 548, 273, 986)
tea-ad-shop: ಶ್ರೀ ಮಾರುತಿ ಕಾಫಿ ವರ್ಕ್ಸ್ (1282, 172, 1482, 204)
story-1-blue-box: ಹೊಸಪೇಟೆಯಿಂದ ಬಳ್ಳಾರಿಗೆ ಹೋಗುವ ಹೆದ್ದಾರಿ ಕಾಮಗಾರಿಯು ವಿಳಂಬವಾಗಿರುವುದು ಕ್ಷೇತ್ರದ ಜನರಿಗೆ ತೊಂದರೆಯಾಗಿದೆ. ಗುತ್ತಿಗೆ ಪಡೆದವರಿಗೆ ಶೀಘ್ರವಾಗಿ ಕಾಮಗಾರಿ ಪೂರ್ಣಗೊಳಿಸಲು ಸೂಚಿಸಲಾಗಿದೆ. ಇದರಿಂದ ಜನಸಾಮಾನ್ಯರಿಗೆ ಅನುಕೂಲವಾಗಲಿದೆ ಎಂದು ಗುತ್ತಿಗೆದಾರರಿಗೆ ತಿಳಿಸಲಾಗಿದೆ ಎಂದು ಹೇಳಿದರು. ಬೈಲುವದ್ದಿಗೇರಿ ಗ್ರಾಮ ಪಂಚಾಯತಿಯ ಸದಸ್ಯರು ಬಸ್ ನಿಲ್ದಾಣ, ಬಡವರಿಗೆ ಮನೆಗಳು ಹಾಗೂ ಸೌಲಭ್ಯಗಳ ಬಗ್ಗೆ ಮನವಿ ಸಲ್ಲಿಸಿದರು. ಇದಕ್ಕೆ ಶಾಸಕರು ಬಸ್ ನಿಲ್ದಾಣಕ್ಕೆ 5 ಲಕ್ಷ ನೀಡಲಾಗುವುದು ಮತ್ತು ಮನೆಗಳಿಗೆ ಶೌಚಾಲಯ ನಿರ್ಮಾಣಕ್ಕೆ ಮುಂದಿನ ದಿನಗಳಲ್ಲಿ ಅನುದಾನ ಬಿಡುಗಡೆ ಮಾಡಲಾಗುವುದು ಎಂದು ಹೇಳಿದರು. (278, 969, 752, 1120)
cartoon-speech-2: ಸುಮ್ಮನೆ ನನ್ನನ್ನೇ ಚುನಾವಣೆಯಲ್ಲಿ ಗೆಲ್ಲಿಸಿದರು...! (157, 1996, 263, 2020)
